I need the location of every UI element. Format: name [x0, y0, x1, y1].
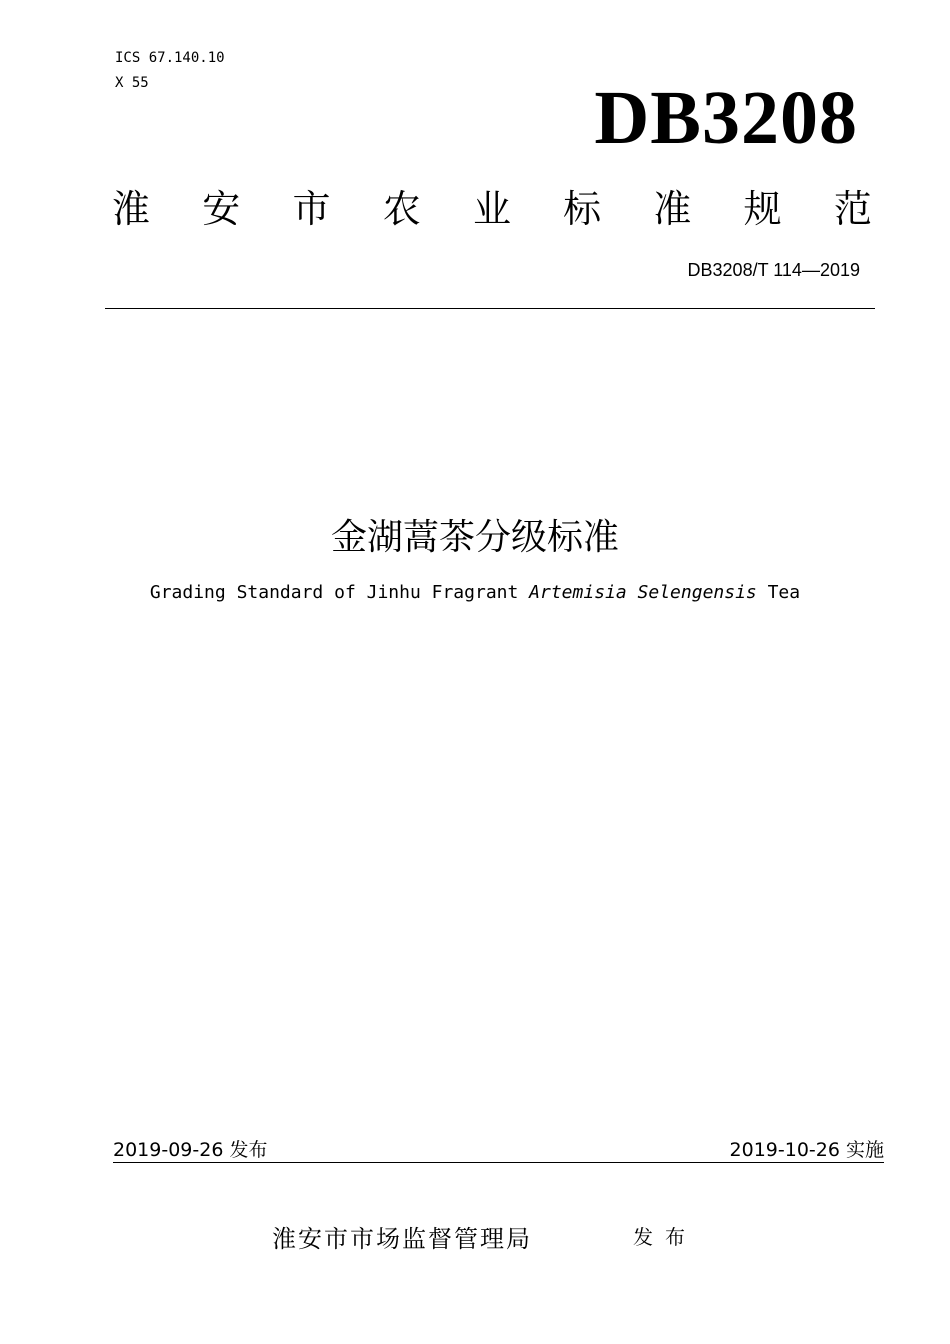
title-english-species: Artemisia Selengensis [529, 582, 757, 603]
implement-date: 2019-10-26 实施 [729, 1139, 884, 1161]
standard-type-char: 准 [653, 187, 692, 231]
standard-type-char: 农 [382, 187, 421, 231]
standard-type-char: 规 [743, 187, 782, 231]
title-english-prefix: Grading Standard of Jinhu Fragrant [149, 582, 530, 603]
standard-number: DB3208/T 114—2019 [687, 260, 860, 280]
standard-type-char: 市 [292, 187, 331, 231]
standard-type-char: 范 [833, 187, 872, 231]
publish-date: 2019-09-26 发布 [113, 1139, 268, 1161]
ics-code: ICS 67.140.10 [115, 50, 225, 66]
standard-type [112, 185, 872, 233]
title-english-suffix: Tea [756, 582, 801, 603]
document-title: 金湖蒿茶分级标准 [330, 517, 619, 558]
footer-divider [113, 1162, 884, 1163]
document-title-english [0, 581, 950, 605]
standard-type-char: 安 [202, 187, 241, 231]
standard-type-char: 淮 [112, 187, 151, 231]
standard-code: DB3208 [594, 76, 858, 160]
standard-type-char: 业 [472, 187, 511, 231]
header-divider [105, 308, 875, 309]
standard-type-char: 标 [563, 187, 602, 231]
publisher-suffix: 发布 [633, 1225, 697, 1249]
classification-code: X 55 [115, 75, 149, 91]
publisher: 淮安市市场监督管理局 [272, 1225, 532, 1253]
